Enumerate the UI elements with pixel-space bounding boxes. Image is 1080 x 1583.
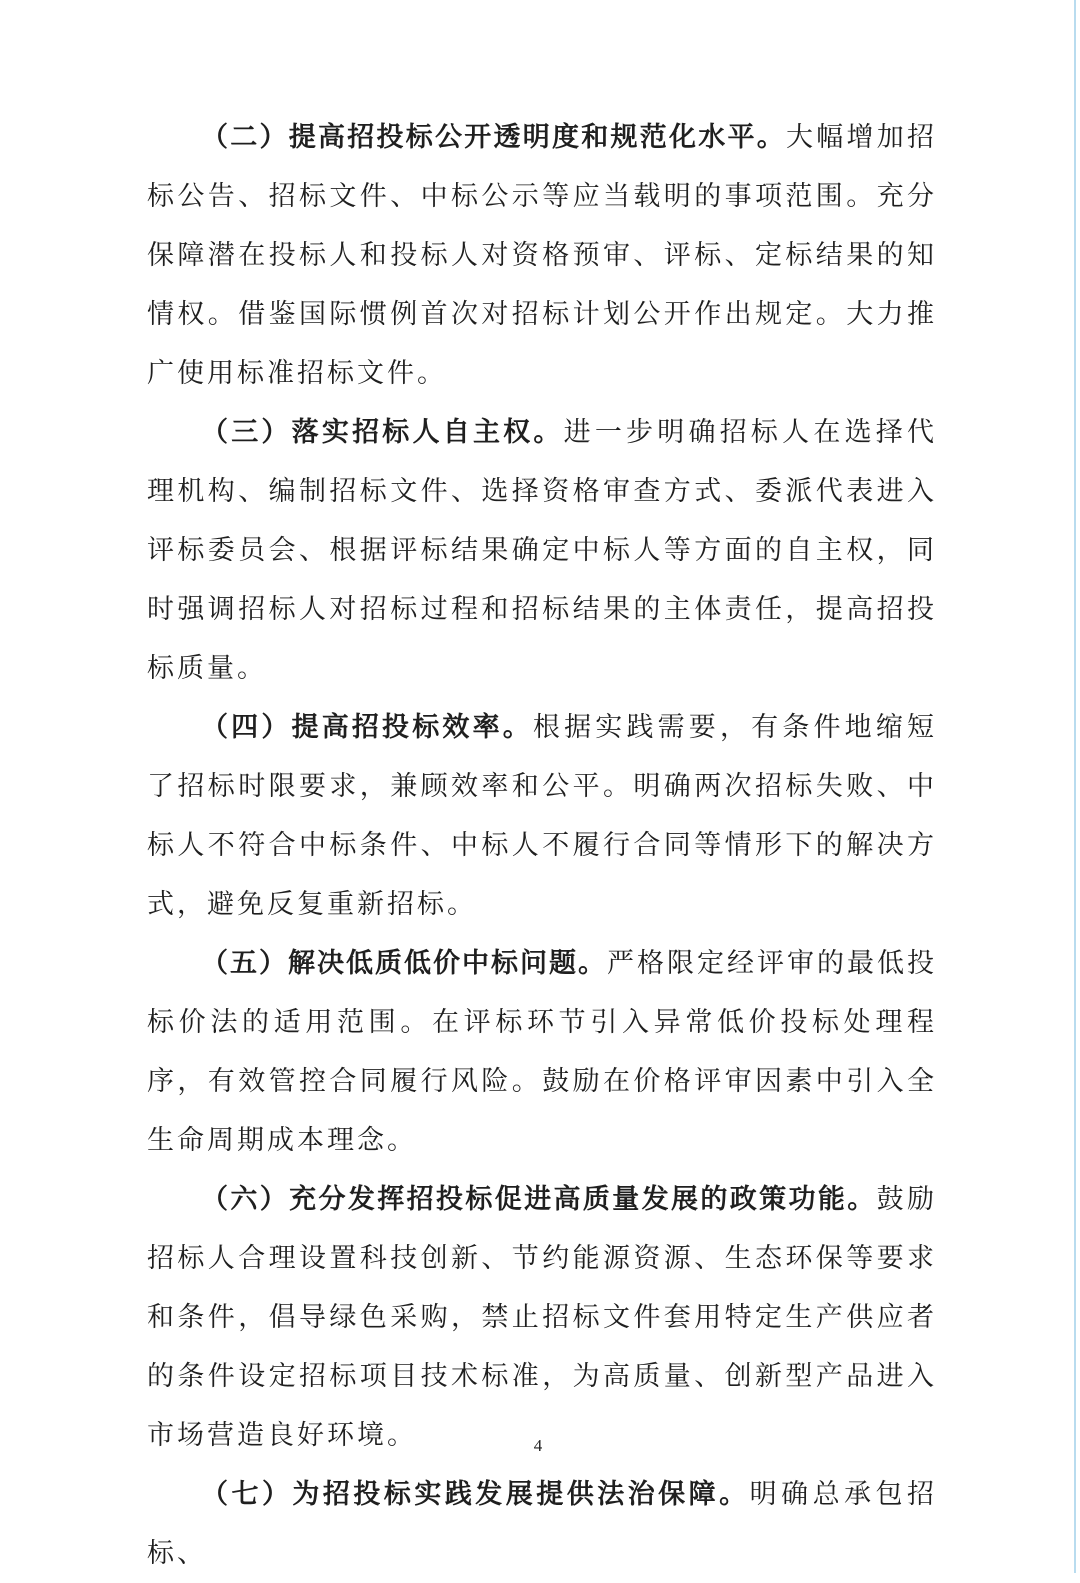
paragraph-4 xyxy=(147,698,937,934)
page-number: 4 xyxy=(533,1436,543,1455)
paragraph-heading: （三）落实招标人自主权。 xyxy=(201,417,564,448)
paragraph-2 xyxy=(147,108,937,403)
paragraph-7 xyxy=(147,1465,937,1583)
paragraph-text: 严格限定经评审的最低投标价法的适用范围。在评标环节引入异常低价投标处理程序，有效管控合同履行风险。鼓励在价格评审因素中引入全生命周期成本理念。 xyxy=(147,948,937,1156)
paragraph-heading: （五）解决低质低价中标问题。 xyxy=(201,948,607,979)
paragraph-heading: （七）为招投标实践发展提供法治保障。 xyxy=(201,1479,750,1510)
paragraph-3 xyxy=(147,403,937,698)
paragraph-text: 进一步明确招标人在选择代理机构、编制招标文件、选择资格审查方式、委派代表进入评标委员会、根据评标结果确定中标人等方面的自主权，同时强调招标人对招标过程和招标结果的主体责任，提高招投标质量。 xyxy=(147,417,938,684)
paragraph-heading: （六）充分发挥招投标促进高质量发展的政策功能。 xyxy=(201,1184,877,1215)
paragraph-6 xyxy=(147,1170,937,1465)
paragraph-text: 鼓励招标人合理设置科技创新、节约能源资源、生态环保等要求和条件，倡导绿色采购，禁止招标文件套用特定生产供应者的条件设定招标项目技术标准，为高质量、创新型产品进入市场营造良好环境。 xyxy=(147,1184,937,1451)
paragraph-heading: （四）提高招投标效率。 xyxy=(201,712,533,743)
paragraph-text: 根据实践需要，有条件地缩短了招标时限要求，兼顾效率和公平。明确两次招标失败、中标人不符合中标条件、中标人不履行合同等情形下的解决方式，避免反复重新招标。 xyxy=(147,712,938,920)
paragraph-heading: （二）提高招投标公开透明度和规范化水平。 xyxy=(201,122,786,153)
paragraph-text: 大幅增加招标公告、招标文件、中标公示等应当载明的事项范围。充分保障潜在投标人和投标人对资格预审、评标、定标结果的知情权。借鉴国际惯例首次对招标计划公开作出规定。大力推广使用标准招标文件。 xyxy=(147,122,937,389)
paragraph-text: 明确总承包招标、 xyxy=(147,1479,938,1569)
paragraph-5 xyxy=(147,934,937,1170)
document-body xyxy=(147,108,937,1583)
